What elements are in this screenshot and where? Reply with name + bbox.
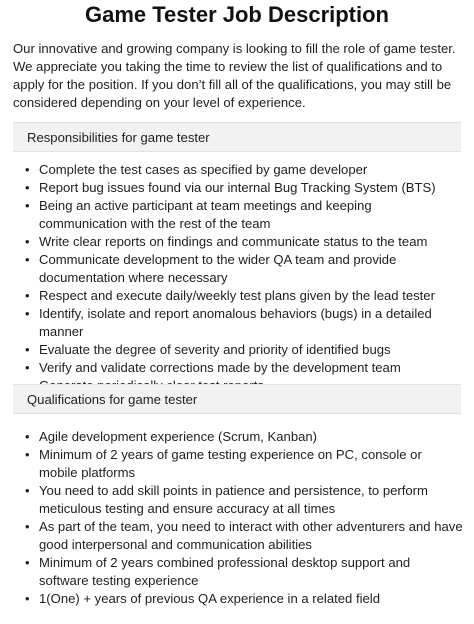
list-item-text: Minimum of 2 years combined professional desktop support and software testing experience [39, 555, 411, 588]
responsibilities-list [23, 161, 463, 395]
list-item [23, 233, 463, 251]
list-item [23, 590, 463, 608]
list-item-text: 1(One) + years of previous QA experience in a related field [39, 591, 380, 606]
list-item [23, 482, 463, 518]
bullet-icon: • [25, 252, 30, 267]
bullet-icon: • [25, 162, 30, 177]
intro-paragraph: Our innovative and growing company is looking to fill the role of game tester. We appreciate you taking the time to review the list of qualifications and to apply for the position. If you don’t fill all of the qualifications, you may still be considered depending on your level of experience. [13, 41, 456, 110]
bullet-icon: • [25, 519, 30, 534]
list-item-text: Report bug issues found via our internal Bug Tracking System (BTS) [39, 180, 436, 195]
bullet-icon: • [25, 591, 30, 606]
list-item [23, 251, 463, 287]
list-item [23, 305, 463, 341]
bullet-icon: • [25, 342, 30, 357]
list-item [23, 428, 463, 446]
bullet-icon: • [25, 234, 30, 249]
responsibilities-heading: Responsibilities for game tester [27, 130, 210, 145]
list-item-text: Minimum of 2 years of game testing experience on PC, console or mobile platforms [39, 447, 422, 480]
list-item-text: You need to add skill points in patience and persistence, to perform meticulous testing and ensure accuracy at all times [39, 483, 428, 516]
list-item-text: Identify, isolate and report anomalous behaviors (bugs) in a detailed manner [39, 306, 432, 339]
qualifications-header [13, 384, 461, 414]
list-item [23, 179, 463, 197]
bullet-icon: • [25, 288, 30, 303]
bullet-icon: • [25, 198, 30, 213]
bullet-icon: • [25, 555, 30, 570]
list-item-text: Verify and validate corrections made by the development team [39, 360, 401, 375]
list-item [23, 341, 463, 359]
bullet-icon: • [25, 180, 30, 195]
list-item-text: Write clear reports on findings and communicate status to the team [39, 234, 428, 249]
qualifications-heading: Qualifications for game tester [27, 392, 198, 407]
bullet-icon: • [25, 429, 30, 444]
list-item-text: As part of the team, you need to interact with other adventurers and have good interpersonal and communication abilities [39, 519, 463, 552]
list-item-text: Evaluate the degree of severity and priority of identified bugs [39, 342, 391, 357]
list-item [23, 287, 463, 305]
bullet-icon: • [25, 306, 30, 321]
list-item [23, 359, 463, 377]
list-item [23, 197, 463, 233]
list-item-text: Being an active participant at team meetings and keeping communication with the rest of the team [39, 198, 372, 231]
qualifications-list [23, 428, 463, 608]
list-item-text: Agile development experience (Scrum, Kanban) [39, 429, 318, 444]
bullet-icon: • [25, 360, 30, 375]
list-item [23, 554, 463, 590]
bullet-icon: • [25, 483, 30, 498]
bullet-icon: • [25, 447, 30, 462]
list-item-text: Communicate development to the wider QA team and provide documentation where necessary [39, 252, 397, 285]
responsibilities-header [13, 122, 461, 152]
list-item-text: Complete the test cases as specified by game developer [39, 162, 368, 177]
list-item [23, 518, 463, 554]
list-item [23, 161, 463, 179]
page-title: Game Tester Job Description [84, 2, 389, 27]
list-item [23, 446, 463, 482]
list-item-text: Respect and execute daily/weekly test plans given by the lead tester [39, 288, 435, 303]
